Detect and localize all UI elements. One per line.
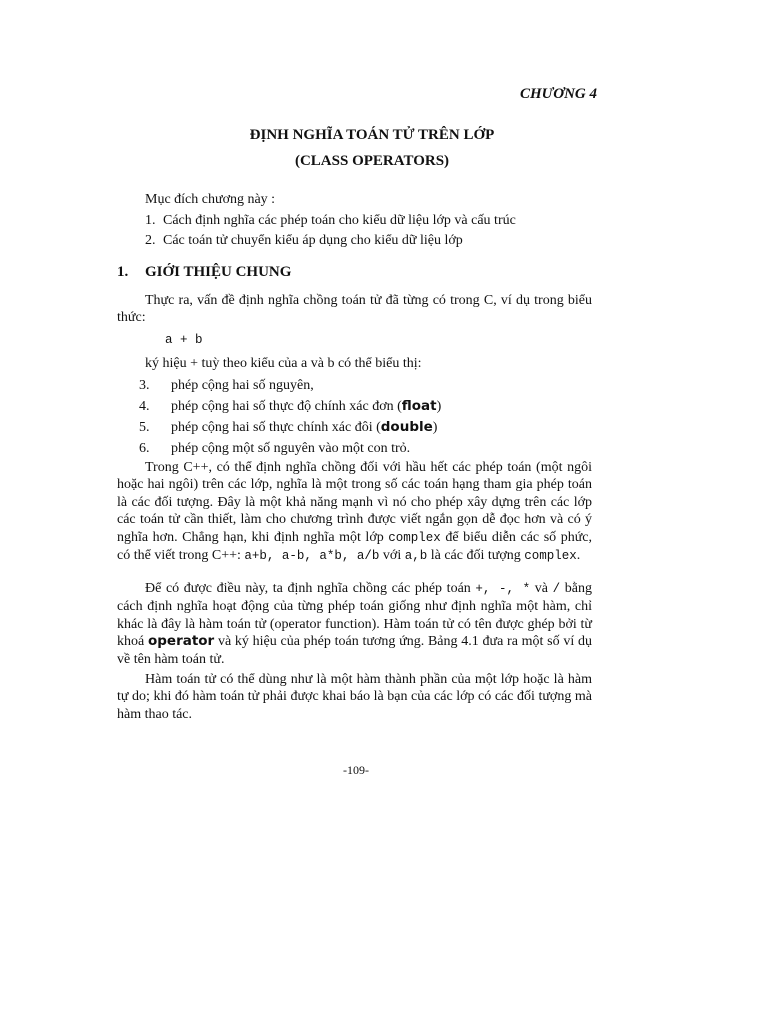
list-number: 6. — [139, 441, 150, 456]
section-heading — [117, 264, 291, 281]
text-run: với — [379, 548, 405, 564]
keyword-operator: operator — [147, 633, 215, 650]
paragraph-operator-function — [117, 580, 592, 668]
objectives-lead: Mục đích chương này : — [145, 192, 276, 207]
text-run: là các đối tượng — [427, 548, 525, 564]
paragraph-member-or-free: Hàm toán tử có thể dùng như là một hàm thành phần của một lớp hoặc là hàm tự do; khi đó hàm toán tử phải được khai báo là bạn của các lớp có các đối tượng mà hàm thao tác. — [117, 672, 592, 722]
list-number: 4. — [139, 399, 150, 414]
chapter-subtitle: (CLASS OPERATORS) — [294, 153, 450, 169]
objective-text: Cách định nghĩa các phép toán cho kiểu dữ liệu lớp và cấu trúc — [163, 212, 516, 228]
text-run: Để có được điều này, ta định nghĩa chồng các phép toán — [145, 581, 476, 596]
code-divide: / — [552, 582, 561, 596]
list-text: phép cộng hai số thực chính xác đôi ( — [171, 420, 381, 435]
list-item — [139, 396, 441, 417]
text-run: và — [530, 581, 553, 596]
text-run: để biểu diễn các số phức, có thể viết trong C++: — [117, 529, 592, 564]
text-run: Trong C++, có thể định nghĩa chồng đối với hầu hết các phép toán (một ngôi hoặc hai ngôi) trên các lớp, nghĩa là một trong số các toán hạng tham gia phép toán là các đối tượng. Đây là một khả năng mạnh vì nó cho phép xây dựng trên các lớp các toán tử cần thiết, làm cho chương trình được viết ngắn gọn dễ đọc hơn và có ý nghĩa hơn. Chẳng hạn, khi định nghĩa một lớp — [117, 460, 592, 545]
list-item — [139, 417, 441, 438]
list-text: phép cộng một số nguyên vào một con trỏ. — [171, 441, 411, 456]
text-run: . — [576, 548, 581, 564]
paragraph-cpp-overloading — [117, 459, 592, 565]
meaning-list — [139, 375, 441, 459]
objective-item — [145, 211, 516, 232]
code-ab: a,b — [404, 549, 428, 564]
list-item — [139, 375, 441, 396]
section-title: GIỚI THIỆU CHUNG — [145, 264, 292, 280]
objective-item — [145, 231, 516, 252]
list-number: 3. — [139, 378, 150, 393]
chapter-label: CHƯƠNG 4 — [519, 86, 597, 102]
list-number: 5. — [139, 420, 150, 435]
page-number: -109- — [343, 763, 369, 777]
text-run: bằng cách định nghĩa hoạt động của từng phép toán giống như định nghĩa một hàm, chỉ khác là đây là hàm toán tử (operator function). Hàm toán tử có tên được ghép bởi từ khoá — [117, 581, 593, 650]
objective-number: 2. — [145, 233, 156, 248]
section-number: 1. — [117, 264, 129, 280]
code-complex: complex — [388, 530, 441, 545]
code-complex: complex — [524, 549, 577, 564]
code-expression: a + b — [165, 333, 203, 347]
keyword-float: float — [401, 398, 437, 414]
list-tail: ) — [436, 399, 442, 414]
keyword-double: double — [380, 419, 433, 435]
list-text: phép cộng hai số nguyên, — [171, 378, 314, 393]
objective-text: Các toán tử chuyển kiểu áp dụng cho kiểu dữ liệu lớp — [163, 233, 463, 248]
chapter-objectives — [145, 190, 516, 252]
list-item — [139, 438, 441, 459]
chapter-title: ĐỊNH NGHĨA TOÁN TỬ TRÊN LỚP — [249, 127, 495, 143]
objective-number: 1. — [145, 212, 156, 228]
paragraph-symbol-meaning: ký hiệu + tuỳ theo kiểu của a và b có thể biểu thị: — [145, 356, 422, 371]
list-text: phép cộng hai số thực độ chính xác đơn ( — [171, 399, 402, 414]
code-operations: a+b, a-b, a*b, a/b — [244, 549, 380, 564]
text-run: và ký hiệu của phép toán tương ứng. Bảng 4.1 đưa ra một số ví dụ về tên hàm toán tử. — [117, 634, 592, 667]
paragraph-intro: Thực ra, vấn đề định nghĩa chồng toán tử đã từng có trong C, ví dụ trong biểu thức: — [117, 293, 592, 326]
code-operators: +, -, * — [475, 582, 531, 596]
list-tail: ) — [432, 420, 438, 435]
